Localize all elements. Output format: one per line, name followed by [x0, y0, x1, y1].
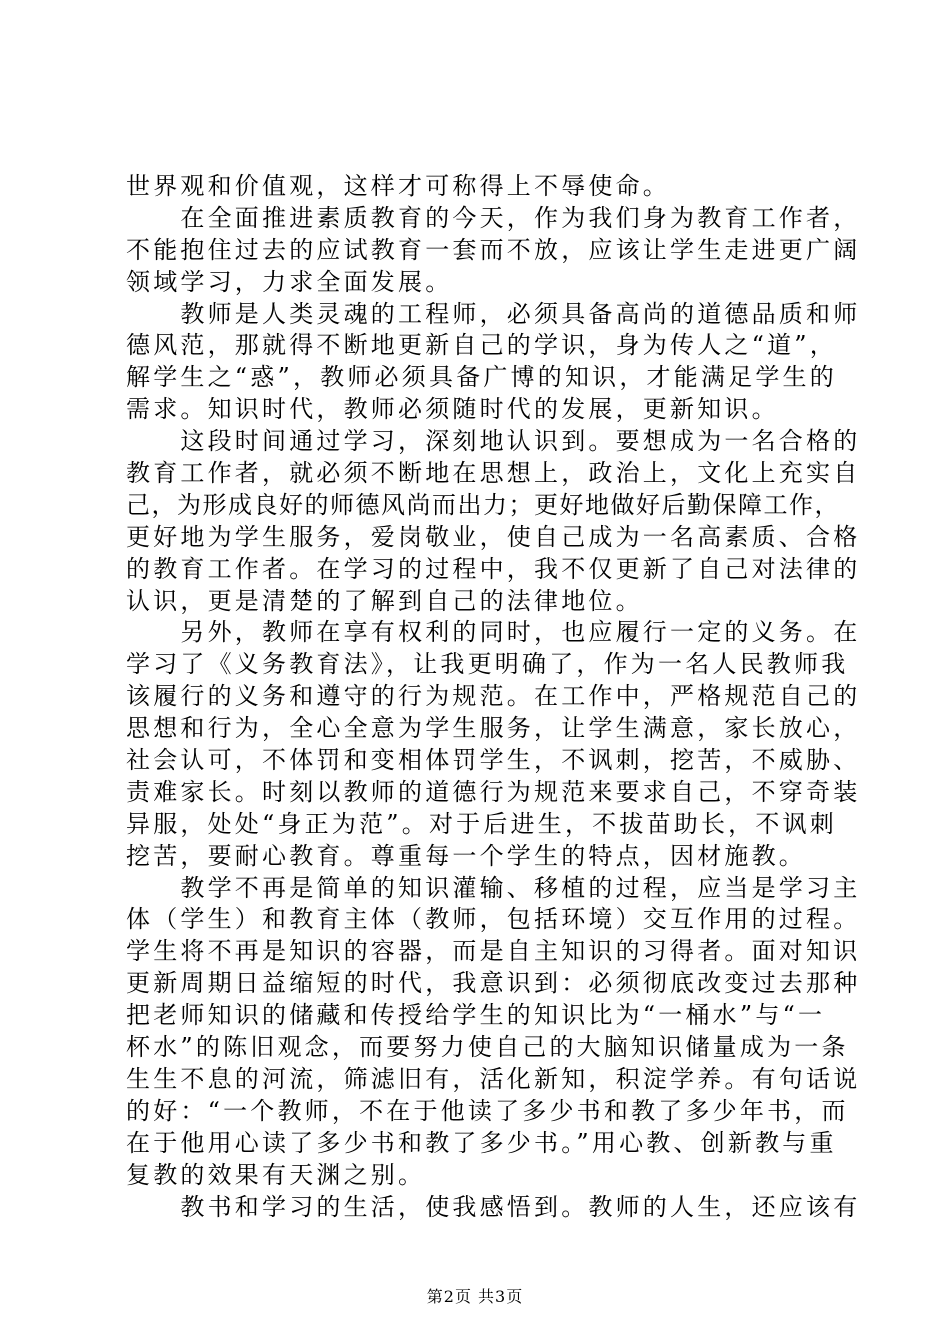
text-line: 这段时间通过学习，深刻地认识到。要想成为一名合格的: [126, 427, 861, 456]
text-line: 己，为形成良好的师德风尚而出力；更好地做好后勤保障工作，: [126, 490, 840, 519]
text-line: 教学不再是简单的知识灌输、移植的过程，应当是学习主: [126, 873, 861, 902]
text-line: 教书和学习的生活，使我感悟到。教师的人生，还应该有: [126, 1192, 861, 1221]
text-line: 该履行的义务和遵守的行为规范。在工作中，严格规范自己的: [126, 682, 861, 711]
text-line: 世界观和价值观，这样才可称得上不辱使命。: [126, 172, 670, 200]
text-line: 的好：“一个教师，不在于他读了多少书和教了多少年书，而: [126, 1096, 849, 1125]
text-line: 社会认可，不体罚和变相体罚学生，不讽刺，挖苦，不威胁、: [126, 746, 861, 775]
text-line: 在于他用心读了多少书和教了多少书。”用心教、创新教与重: [126, 1128, 837, 1157]
text-line: 另外，教师在享有权利的同时，也应履行一定的义务。在: [126, 618, 861, 647]
text-line: 的教育工作者。在学习的过程中，我不仅更新了自己对法律的: [126, 554, 861, 583]
text-line: 更新周期日益缩短的时代，我意识到：必须彻底改变过去那种: [126, 969, 861, 998]
text-line: 把老师知识的储藏和传授给学生的知识比为“一桶水”与“一: [126, 1001, 826, 1030]
text-line: 生生不息的河流，筛滤旧有，活化新知，积淀学养。有句话说: [126, 1064, 861, 1093]
text-line: 思想和行为，全心全意为学生服务，让学生满意，家长放心，: [126, 714, 861, 743]
text-line: 需求。知识时代，教师必须随时代的发展，更新知识。: [126, 395, 779, 424]
text-line: 教师是人类灵魂的工程师，必须具备高尚的道德品质和师: [126, 299, 861, 328]
page-number-footer: 第2页 共3页: [426, 1287, 524, 1306]
text-line: 德风范，那就得不断地更新自己的学识，身为传人之“道”，: [126, 331, 837, 360]
text-line: 杯水”的陈旧观念，而要努力使自己的大脑知识储量成为一条: [126, 1033, 849, 1062]
text-line: 复教的效果有天渊之别。: [126, 1160, 426, 1189]
text-line: 领域学习，力求全面发展。: [126, 267, 453, 296]
text-line: 挖苦，要耐心教育。尊重每一个学生的特点，因材施教。: [126, 841, 806, 870]
text-line: 教育工作者，就必须不断地在思想上，政治上，文化上充实自: [126, 459, 861, 488]
text-line: 更好地为学生服务，爱岗敬业，使自己成为一名高素质、合格: [126, 522, 861, 551]
text-line: 责难家长。时刻以教师的道德行为规范来要求自己，不穿奇装: [126, 777, 861, 806]
body-text: [126, 171, 861, 1223]
text-line: 在全面推进素质教育的今天，作为我们身为教育工作者，: [126, 203, 861, 232]
text-line: 解学生之“惑”，教师必须具备广博的知识，才能满足学生的: [126, 363, 837, 392]
text-line: 学习了《义务教育法》，让我更明确了，作为一名人民教师我: [126, 650, 849, 679]
text-line: 体（学生）和教育主体（教师，包括环境）交互作用的过程。: [126, 905, 861, 934]
text-line: 学生将不再是知识的容器，而是自主知识的习得者。面对知识: [126, 937, 861, 966]
text-line: 不能抱住过去的应试教育一套而不放，应该让学生走进更广阔: [126, 235, 861, 264]
text-line: 认识，更是清楚的了解到自己的法律地位。: [126, 586, 643, 615]
text-line: 异服，处处“身正为范”。对于后进生，不拔苗助长，不讽刺: [126, 809, 837, 838]
